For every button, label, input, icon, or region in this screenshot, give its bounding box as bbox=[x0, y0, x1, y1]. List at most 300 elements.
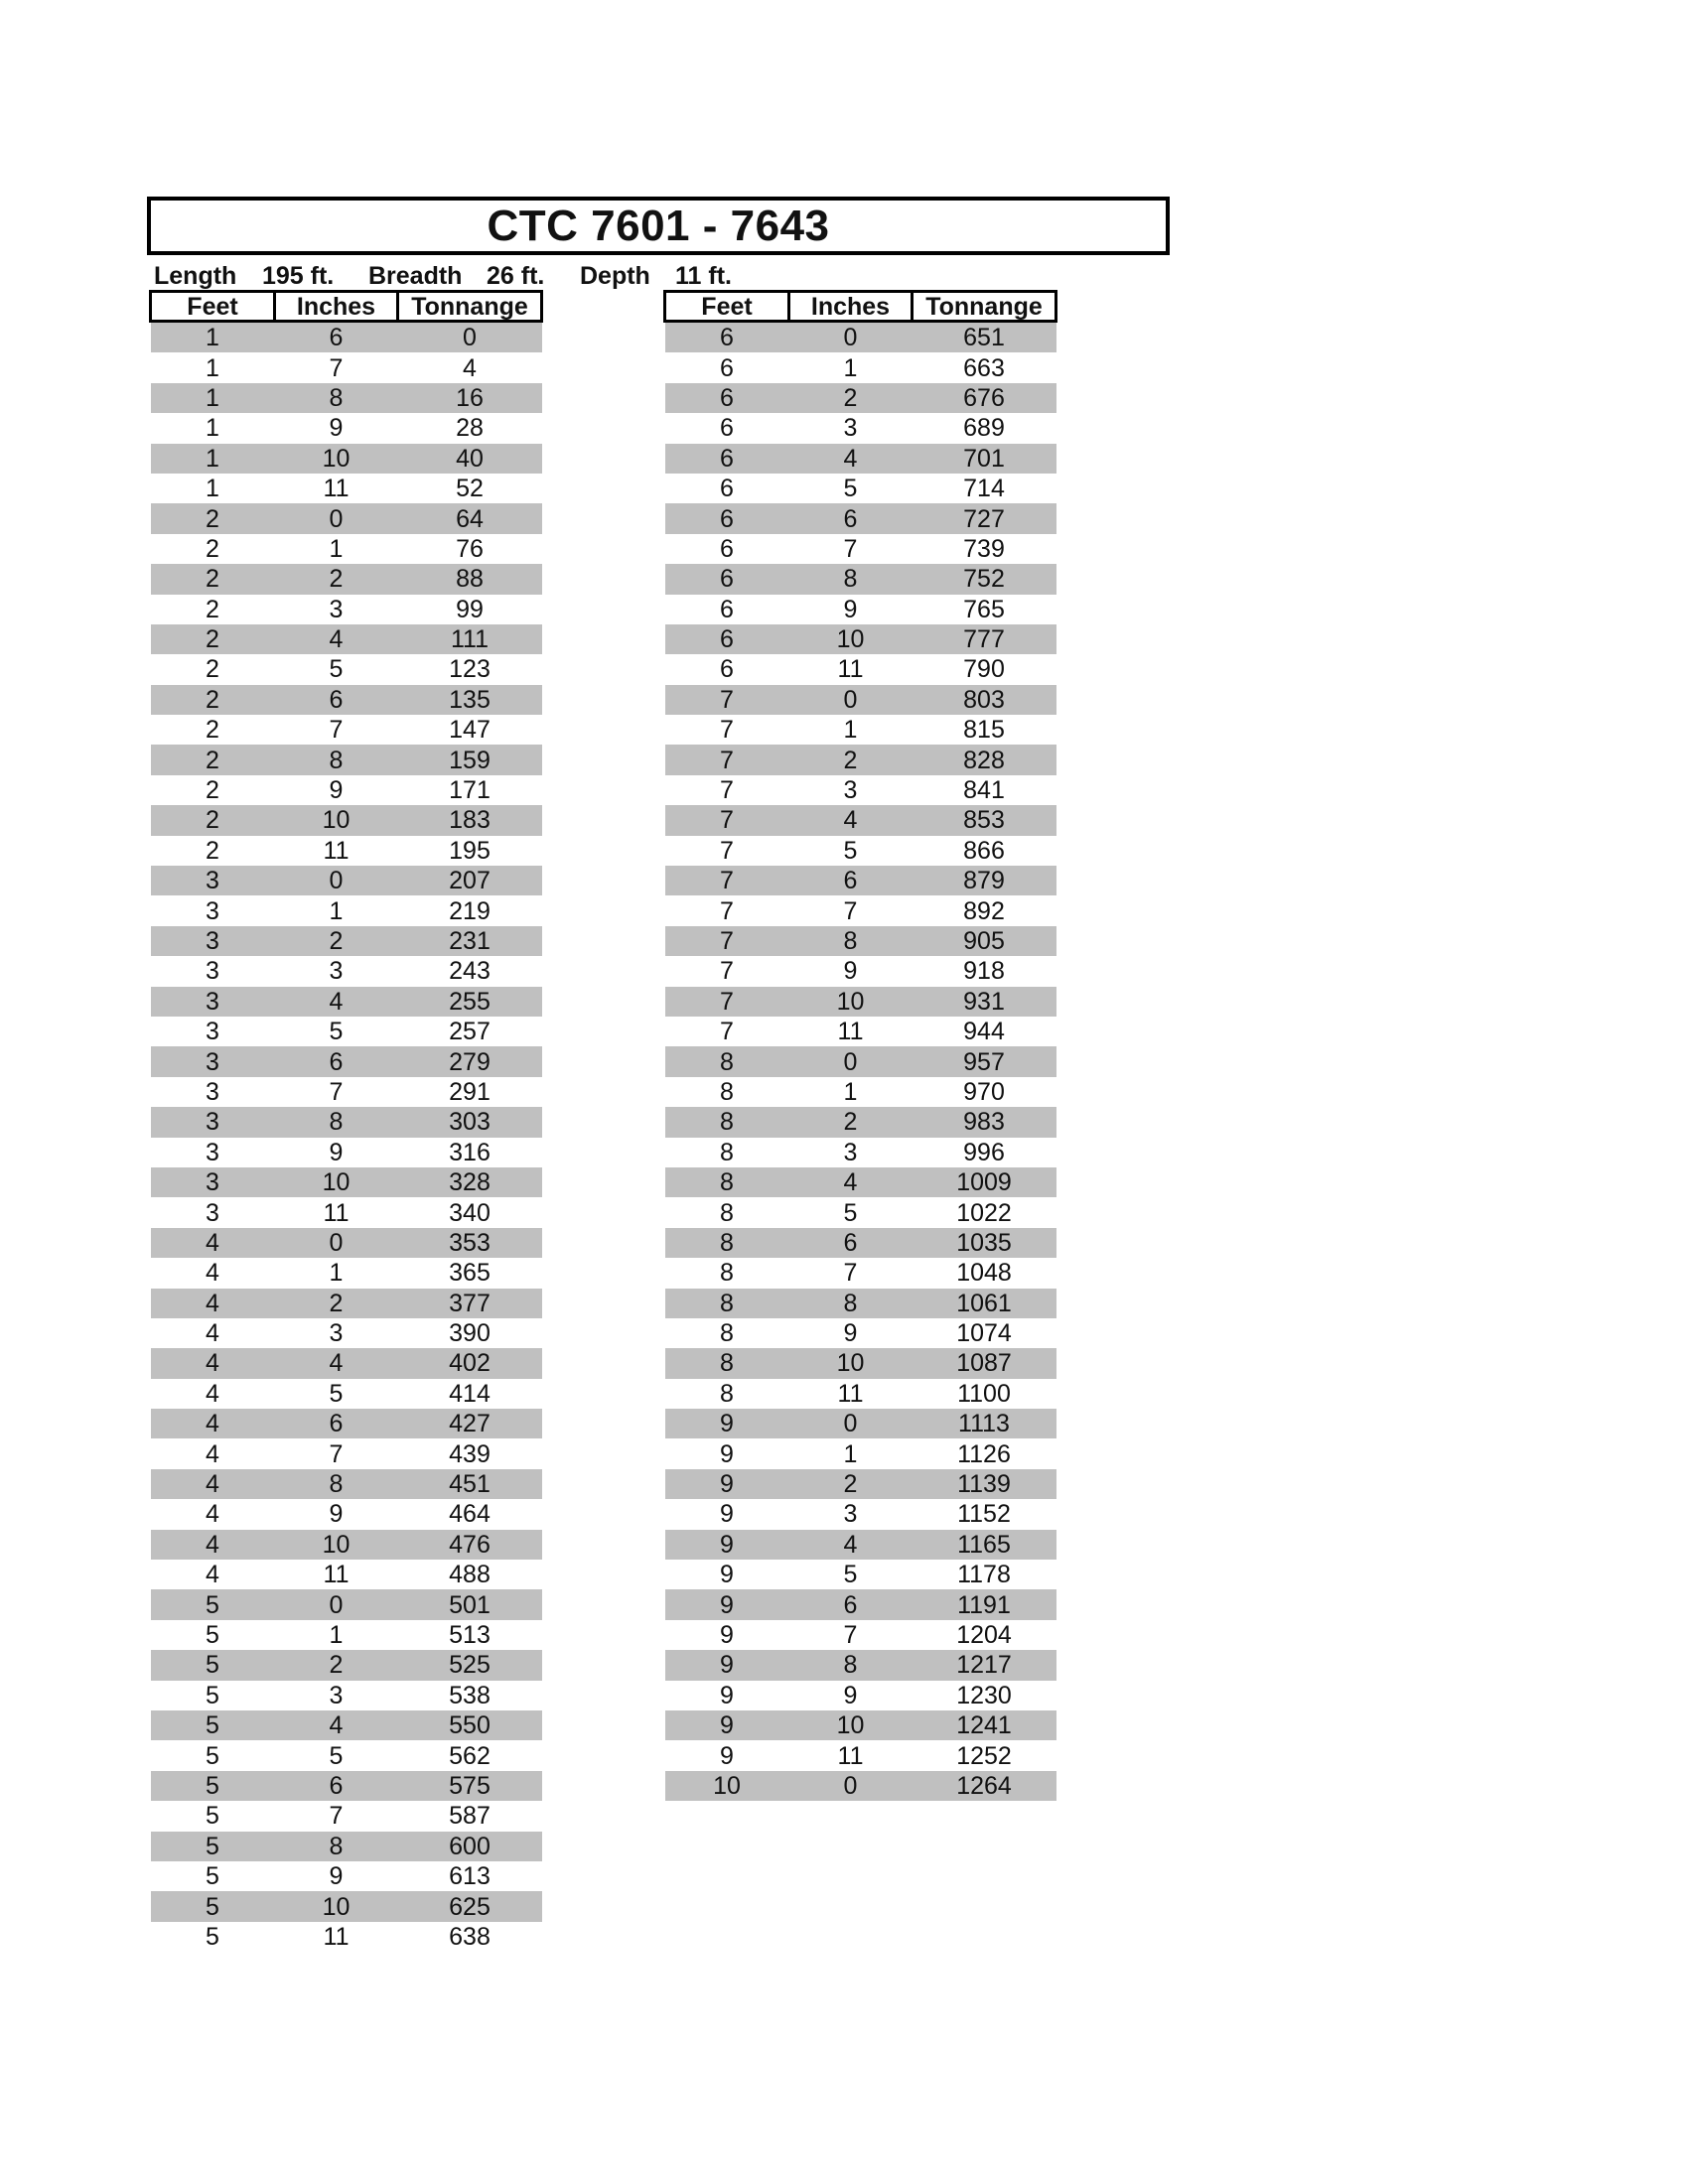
table-header-row bbox=[665, 292, 1056, 322]
cell-inches: 2 bbox=[789, 1107, 913, 1137]
table-row bbox=[665, 564, 1056, 594]
table-row bbox=[665, 1167, 1056, 1197]
cell-inches: 1 bbox=[275, 895, 398, 925]
cell-inches: 8 bbox=[275, 1832, 398, 1861]
cell-tonnage: 111 bbox=[398, 624, 542, 654]
cell-feet: 2 bbox=[151, 503, 275, 533]
cell-tonnage: 1252 bbox=[913, 1740, 1056, 1770]
cell-tonnage: 790 bbox=[913, 654, 1056, 684]
cell-tonnage: 625 bbox=[398, 1891, 542, 1921]
cell-tonnage: 1087 bbox=[913, 1348, 1056, 1378]
cell-feet: 8 bbox=[665, 1318, 789, 1348]
cell-feet: 7 bbox=[665, 775, 789, 805]
cell-tonnage: 88 bbox=[398, 564, 542, 594]
cell-tonnage: 303 bbox=[398, 1107, 542, 1137]
cell-inches: 4 bbox=[275, 1348, 398, 1378]
table-row bbox=[151, 534, 542, 564]
cell-tonnage: 714 bbox=[913, 474, 1056, 503]
cell-tonnage: 689 bbox=[913, 413, 1056, 443]
table-row bbox=[151, 926, 542, 956]
cell-inches: 3 bbox=[275, 1318, 398, 1348]
cell-inches: 5 bbox=[789, 1560, 913, 1589]
cell-feet: 9 bbox=[665, 1560, 789, 1589]
cell-tonnage: 944 bbox=[913, 1017, 1056, 1046]
cell-tonnage: 279 bbox=[398, 1046, 542, 1076]
cell-tonnage: 99 bbox=[398, 595, 542, 624]
cell-inches: 9 bbox=[789, 956, 913, 986]
table-row bbox=[151, 1379, 542, 1409]
cell-inches: 2 bbox=[789, 383, 913, 413]
cell-tonnage: 1264 bbox=[913, 1771, 1056, 1801]
table-row bbox=[151, 1318, 542, 1348]
cell-tonnage: 828 bbox=[913, 745, 1056, 774]
table-row bbox=[151, 1258, 542, 1288]
table-row bbox=[665, 685, 1056, 715]
cell-feet: 9 bbox=[665, 1740, 789, 1770]
cell-tonnage: 1035 bbox=[913, 1228, 1056, 1258]
table-row bbox=[151, 1710, 542, 1740]
cell-inches: 10 bbox=[275, 805, 398, 835]
cell-feet: 2 bbox=[151, 564, 275, 594]
cell-inches: 7 bbox=[275, 1801, 398, 1831]
cell-feet: 3 bbox=[151, 1107, 275, 1137]
cell-feet: 4 bbox=[151, 1318, 275, 1348]
cell-inches: 10 bbox=[275, 1167, 398, 1197]
cell-inches: 0 bbox=[275, 866, 398, 895]
page-title: CTC 7601 - 7643 bbox=[487, 201, 830, 250]
cell-feet: 9 bbox=[665, 1650, 789, 1680]
cell-inches: 7 bbox=[789, 895, 913, 925]
cell-feet: 2 bbox=[151, 534, 275, 564]
table-row bbox=[665, 987, 1056, 1017]
cell-tonnage: 439 bbox=[398, 1438, 542, 1468]
cell-feet: 6 bbox=[665, 383, 789, 413]
cell-inches: 0 bbox=[789, 322, 913, 353]
cell-tonnage: 377 bbox=[398, 1289, 542, 1318]
title-box bbox=[147, 197, 1170, 255]
table-row bbox=[151, 1348, 542, 1378]
cell-inches: 7 bbox=[275, 1438, 398, 1468]
cell-inches: 6 bbox=[789, 503, 913, 533]
cell-inches: 4 bbox=[789, 1530, 913, 1560]
cell-tonnage: 207 bbox=[398, 866, 542, 895]
cell-tonnage: 1241 bbox=[913, 1710, 1056, 1740]
table-row bbox=[151, 895, 542, 925]
table-row bbox=[665, 1318, 1056, 1348]
cell-feet: 4 bbox=[151, 1560, 275, 1589]
cell-tonnage: 575 bbox=[398, 1771, 542, 1801]
cell-feet: 5 bbox=[151, 1710, 275, 1740]
cell-tonnage: 1191 bbox=[913, 1589, 1056, 1619]
cell-feet: 5 bbox=[151, 1771, 275, 1801]
cell-inches: 8 bbox=[275, 383, 398, 413]
cell-feet: 2 bbox=[151, 745, 275, 774]
cell-tonnage: 765 bbox=[913, 595, 1056, 624]
cell-inches: 6 bbox=[789, 1589, 913, 1619]
cell-feet: 7 bbox=[665, 866, 789, 895]
breadth-label: Breadth bbox=[368, 262, 463, 290]
table-row bbox=[151, 1107, 542, 1137]
cell-feet: 3 bbox=[151, 956, 275, 986]
cell-feet: 2 bbox=[151, 836, 275, 866]
table-row bbox=[151, 956, 542, 986]
cell-inches: 9 bbox=[275, 1138, 398, 1167]
cell-tonnage: 64 bbox=[398, 503, 542, 533]
cell-feet: 6 bbox=[665, 534, 789, 564]
cell-tonnage: 231 bbox=[398, 926, 542, 956]
table-row bbox=[665, 383, 1056, 413]
cell-feet: 2 bbox=[151, 775, 275, 805]
table-row bbox=[665, 1379, 1056, 1409]
cell-tonnage: 957 bbox=[913, 1046, 1056, 1076]
cell-tonnage: 815 bbox=[913, 715, 1056, 745]
table-row bbox=[665, 1409, 1056, 1438]
cell-inches: 8 bbox=[275, 745, 398, 774]
table-row bbox=[151, 1197, 542, 1227]
cell-inches: 5 bbox=[789, 474, 913, 503]
cell-feet: 4 bbox=[151, 1469, 275, 1499]
cell-inches: 0 bbox=[789, 1771, 913, 1801]
cell-inches: 6 bbox=[275, 1409, 398, 1438]
cell-inches: 8 bbox=[789, 926, 913, 956]
cell-tonnage: 1113 bbox=[913, 1409, 1056, 1438]
cell-tonnage: 525 bbox=[398, 1650, 542, 1680]
breadth-value: 26 ft. bbox=[487, 262, 545, 290]
cell-feet: 6 bbox=[665, 503, 789, 533]
table-row bbox=[151, 1681, 542, 1710]
cell-inches: 1 bbox=[275, 1620, 398, 1650]
cell-feet: 9 bbox=[665, 1530, 789, 1560]
cell-tonnage: 600 bbox=[398, 1832, 542, 1861]
cell-inches: 7 bbox=[275, 352, 398, 382]
cell-tonnage: 123 bbox=[398, 654, 542, 684]
table-row bbox=[665, 1138, 1056, 1167]
cell-inches: 1 bbox=[789, 715, 913, 745]
cell-tonnage: 488 bbox=[398, 1560, 542, 1589]
cell-feet: 3 bbox=[151, 926, 275, 956]
cell-feet: 7 bbox=[665, 715, 789, 745]
cell-inches: 5 bbox=[275, 1379, 398, 1409]
table-row bbox=[665, 1499, 1056, 1529]
table-row bbox=[151, 1891, 542, 1921]
cell-feet: 1 bbox=[151, 383, 275, 413]
cell-tonnage: 402 bbox=[398, 1348, 542, 1378]
table-row bbox=[151, 503, 542, 533]
table-row bbox=[151, 1530, 542, 1560]
cell-inches: 11 bbox=[275, 836, 398, 866]
tonnage-table-right bbox=[663, 290, 1057, 1801]
cell-feet: 1 bbox=[151, 322, 275, 353]
cell-feet: 2 bbox=[151, 685, 275, 715]
cell-inches: 3 bbox=[789, 1499, 913, 1529]
cell-feet: 4 bbox=[151, 1348, 275, 1378]
cell-tonnage: 255 bbox=[398, 987, 542, 1017]
cell-tonnage: 853 bbox=[913, 805, 1056, 835]
table-row bbox=[665, 1017, 1056, 1046]
cell-tonnage: 739 bbox=[913, 534, 1056, 564]
cell-feet: 1 bbox=[151, 474, 275, 503]
cell-tonnage: 390 bbox=[398, 1318, 542, 1348]
table-row bbox=[665, 534, 1056, 564]
cell-inches: 3 bbox=[789, 1138, 913, 1167]
cell-feet: 2 bbox=[151, 624, 275, 654]
cell-inches: 9 bbox=[789, 1318, 913, 1348]
table-row bbox=[151, 775, 542, 805]
cell-tonnage: 587 bbox=[398, 1801, 542, 1831]
cell-tonnage: 613 bbox=[398, 1861, 542, 1891]
length-label: Length bbox=[154, 262, 237, 290]
cell-feet: 7 bbox=[665, 805, 789, 835]
cell-inches: 11 bbox=[275, 474, 398, 503]
cell-tonnage: 40 bbox=[398, 444, 542, 474]
cell-inches: 3 bbox=[789, 775, 913, 805]
cell-inches: 0 bbox=[789, 1409, 913, 1438]
cell-inches: 6 bbox=[789, 1228, 913, 1258]
cell-feet: 10 bbox=[665, 1771, 789, 1801]
table-row bbox=[151, 1740, 542, 1770]
cell-inches: 10 bbox=[789, 1710, 913, 1740]
table-row bbox=[151, 1046, 542, 1076]
table-row bbox=[151, 745, 542, 774]
cell-feet: 8 bbox=[665, 1197, 789, 1227]
cell-inches: 5 bbox=[789, 1197, 913, 1227]
cell-feet: 9 bbox=[665, 1681, 789, 1710]
cell-feet: 2 bbox=[151, 805, 275, 835]
cell-tonnage: 28 bbox=[398, 413, 542, 443]
cell-tonnage: 879 bbox=[913, 866, 1056, 895]
cell-feet: 2 bbox=[151, 654, 275, 684]
cell-tonnage: 550 bbox=[398, 1710, 542, 1740]
cell-feet: 8 bbox=[665, 1077, 789, 1107]
table-row bbox=[151, 1409, 542, 1438]
cell-inches: 11 bbox=[789, 654, 913, 684]
cell-inches: 6 bbox=[275, 1046, 398, 1076]
cell-inches: 10 bbox=[275, 1530, 398, 1560]
table-row bbox=[665, 1530, 1056, 1560]
table-row bbox=[151, 474, 542, 503]
cell-feet: 9 bbox=[665, 1409, 789, 1438]
table-row bbox=[665, 413, 1056, 443]
table-row bbox=[665, 654, 1056, 684]
cell-tonnage: 464 bbox=[398, 1499, 542, 1529]
cell-feet: 6 bbox=[665, 444, 789, 474]
cell-tonnage: 1178 bbox=[913, 1560, 1056, 1589]
cell-tonnage: 651 bbox=[913, 322, 1056, 353]
cell-tonnage: 638 bbox=[398, 1922, 542, 1952]
cell-inches: 10 bbox=[789, 987, 913, 1017]
cell-feet: 5 bbox=[151, 1922, 275, 1952]
cell-tonnage: 918 bbox=[913, 956, 1056, 986]
cell-inches: 7 bbox=[275, 1077, 398, 1107]
table-row bbox=[151, 654, 542, 684]
cell-tonnage: 727 bbox=[913, 503, 1056, 533]
table-row bbox=[151, 1228, 542, 1258]
cell-feet: 5 bbox=[151, 1832, 275, 1861]
table-row bbox=[151, 1922, 542, 1952]
table-header-row bbox=[151, 292, 542, 322]
cell-feet: 5 bbox=[151, 1681, 275, 1710]
cell-inches: 0 bbox=[275, 1228, 398, 1258]
cell-tonnage: 1204 bbox=[913, 1620, 1056, 1650]
cell-inches: 3 bbox=[275, 1681, 398, 1710]
cell-tonnage: 996 bbox=[913, 1138, 1056, 1167]
cell-feet: 1 bbox=[151, 413, 275, 443]
table-row bbox=[151, 1017, 542, 1046]
cell-tonnage: 1217 bbox=[913, 1650, 1056, 1680]
cell-inches: 3 bbox=[275, 595, 398, 624]
table-row bbox=[665, 926, 1056, 956]
cell-inches: 4 bbox=[789, 805, 913, 835]
cell-feet: 4 bbox=[151, 1258, 275, 1288]
cell-tonnage: 676 bbox=[913, 383, 1056, 413]
cell-feet: 6 bbox=[665, 474, 789, 503]
cell-feet: 6 bbox=[665, 564, 789, 594]
table-row bbox=[151, 685, 542, 715]
cell-tonnage: 1074 bbox=[913, 1318, 1056, 1348]
cell-inches: 6 bbox=[789, 866, 913, 895]
cell-feet: 5 bbox=[151, 1801, 275, 1831]
table-row bbox=[665, 595, 1056, 624]
cell-inches: 5 bbox=[275, 1017, 398, 1046]
cell-inches: 5 bbox=[275, 654, 398, 684]
table-row bbox=[665, 1348, 1056, 1378]
cell-feet: 3 bbox=[151, 1077, 275, 1107]
cell-feet: 4 bbox=[151, 1409, 275, 1438]
table-row bbox=[151, 383, 542, 413]
cell-tonnage: 538 bbox=[398, 1681, 542, 1710]
table-row bbox=[151, 1469, 542, 1499]
cell-tonnage: 316 bbox=[398, 1138, 542, 1167]
table-row bbox=[151, 805, 542, 835]
cell-tonnage: 701 bbox=[913, 444, 1056, 474]
cell-inches: 11 bbox=[275, 1197, 398, 1227]
table-row bbox=[151, 1499, 542, 1529]
table-row bbox=[151, 715, 542, 745]
cell-tonnage: 476 bbox=[398, 1530, 542, 1560]
cell-tonnage: 365 bbox=[398, 1258, 542, 1288]
cell-feet: 4 bbox=[151, 1499, 275, 1529]
cell-feet: 8 bbox=[665, 1289, 789, 1318]
cell-feet: 5 bbox=[151, 1740, 275, 1770]
table-row bbox=[151, 1650, 542, 1680]
cell-feet: 2 bbox=[151, 715, 275, 745]
cell-tonnage: 983 bbox=[913, 1107, 1056, 1137]
cell-tonnage: 195 bbox=[398, 836, 542, 866]
cell-tonnage: 4 bbox=[398, 352, 542, 382]
cell-feet: 9 bbox=[665, 1620, 789, 1650]
cell-inches: 7 bbox=[789, 534, 913, 564]
cell-feet: 7 bbox=[665, 745, 789, 774]
cell-inches: 7 bbox=[789, 1620, 913, 1650]
depth-value: 11 ft. bbox=[675, 262, 732, 290]
table-row bbox=[665, 1771, 1056, 1801]
cell-tonnage: 905 bbox=[913, 926, 1056, 956]
cell-inches: 10 bbox=[789, 624, 913, 654]
tonnage-table-left bbox=[149, 290, 543, 1952]
cell-tonnage: 291 bbox=[398, 1077, 542, 1107]
cell-tonnage: 1022 bbox=[913, 1197, 1056, 1227]
cell-feet: 5 bbox=[151, 1650, 275, 1680]
table-row bbox=[665, 1197, 1056, 1227]
cell-feet: 4 bbox=[151, 1289, 275, 1318]
cell-feet: 1 bbox=[151, 352, 275, 382]
cell-inches: 11 bbox=[789, 1379, 913, 1409]
cell-feet: 5 bbox=[151, 1589, 275, 1619]
cell-inches: 2 bbox=[275, 564, 398, 594]
table-row bbox=[665, 1438, 1056, 1468]
table-row bbox=[151, 1167, 542, 1197]
cell-feet: 8 bbox=[665, 1228, 789, 1258]
cell-feet: 9 bbox=[665, 1589, 789, 1619]
cell-tonnage: 803 bbox=[913, 685, 1056, 715]
table-row bbox=[665, 775, 1056, 805]
cell-feet: 7 bbox=[665, 836, 789, 866]
table-row bbox=[665, 1077, 1056, 1107]
depth-label: Depth bbox=[580, 262, 650, 290]
cell-feet: 6 bbox=[665, 352, 789, 382]
cell-inches: 0 bbox=[275, 1589, 398, 1619]
table-row bbox=[665, 956, 1056, 986]
cell-tonnage: 16 bbox=[398, 383, 542, 413]
cell-inches: 6 bbox=[275, 685, 398, 715]
cell-inches: 9 bbox=[789, 595, 913, 624]
table-row bbox=[151, 624, 542, 654]
cell-inches: 7 bbox=[789, 1258, 913, 1288]
cell-inches: 2 bbox=[789, 1469, 913, 1499]
cell-tonnage: 257 bbox=[398, 1017, 542, 1046]
cell-tonnage: 970 bbox=[913, 1077, 1056, 1107]
cell-inches: 5 bbox=[789, 836, 913, 866]
table-row bbox=[665, 1560, 1056, 1589]
cell-inches: 6 bbox=[275, 1771, 398, 1801]
cell-inches: 3 bbox=[275, 956, 398, 986]
cell-feet: 2 bbox=[151, 595, 275, 624]
cell-tonnage: 427 bbox=[398, 1409, 542, 1438]
cell-inches: 11 bbox=[275, 1560, 398, 1589]
cell-feet: 5 bbox=[151, 1891, 275, 1921]
cell-feet: 3 bbox=[151, 1167, 275, 1197]
cell-inches: 8 bbox=[789, 1650, 913, 1680]
cell-feet: 9 bbox=[665, 1438, 789, 1468]
cell-tonnage: 752 bbox=[913, 564, 1056, 594]
table-row bbox=[665, 1046, 1056, 1076]
cell-feet: 6 bbox=[665, 595, 789, 624]
cell-tonnage: 866 bbox=[913, 836, 1056, 866]
cell-tonnage: 340 bbox=[398, 1197, 542, 1227]
cell-inches: 9 bbox=[789, 1681, 913, 1710]
table-row bbox=[151, 1801, 542, 1831]
table-row bbox=[151, 987, 542, 1017]
table-row bbox=[665, 1710, 1056, 1740]
cell-feet: 8 bbox=[665, 1167, 789, 1197]
cell-tonnage: 501 bbox=[398, 1589, 542, 1619]
table-row bbox=[151, 1620, 542, 1650]
cell-inches: 8 bbox=[275, 1469, 398, 1499]
cell-tonnage: 892 bbox=[913, 895, 1056, 925]
header-tonnage: Tonnange bbox=[398, 292, 542, 322]
table-row bbox=[665, 1681, 1056, 1710]
cell-tonnage: 414 bbox=[398, 1379, 542, 1409]
cell-feet: 6 bbox=[665, 322, 789, 353]
cell-tonnage: 1100 bbox=[913, 1379, 1056, 1409]
cell-inches: 0 bbox=[789, 1046, 913, 1076]
cell-feet: 3 bbox=[151, 1046, 275, 1076]
table-row bbox=[151, 564, 542, 594]
table-row bbox=[665, 866, 1056, 895]
cell-tonnage: 1048 bbox=[913, 1258, 1056, 1288]
cell-tonnage: 1165 bbox=[913, 1530, 1056, 1560]
cell-tonnage: 1009 bbox=[913, 1167, 1056, 1197]
